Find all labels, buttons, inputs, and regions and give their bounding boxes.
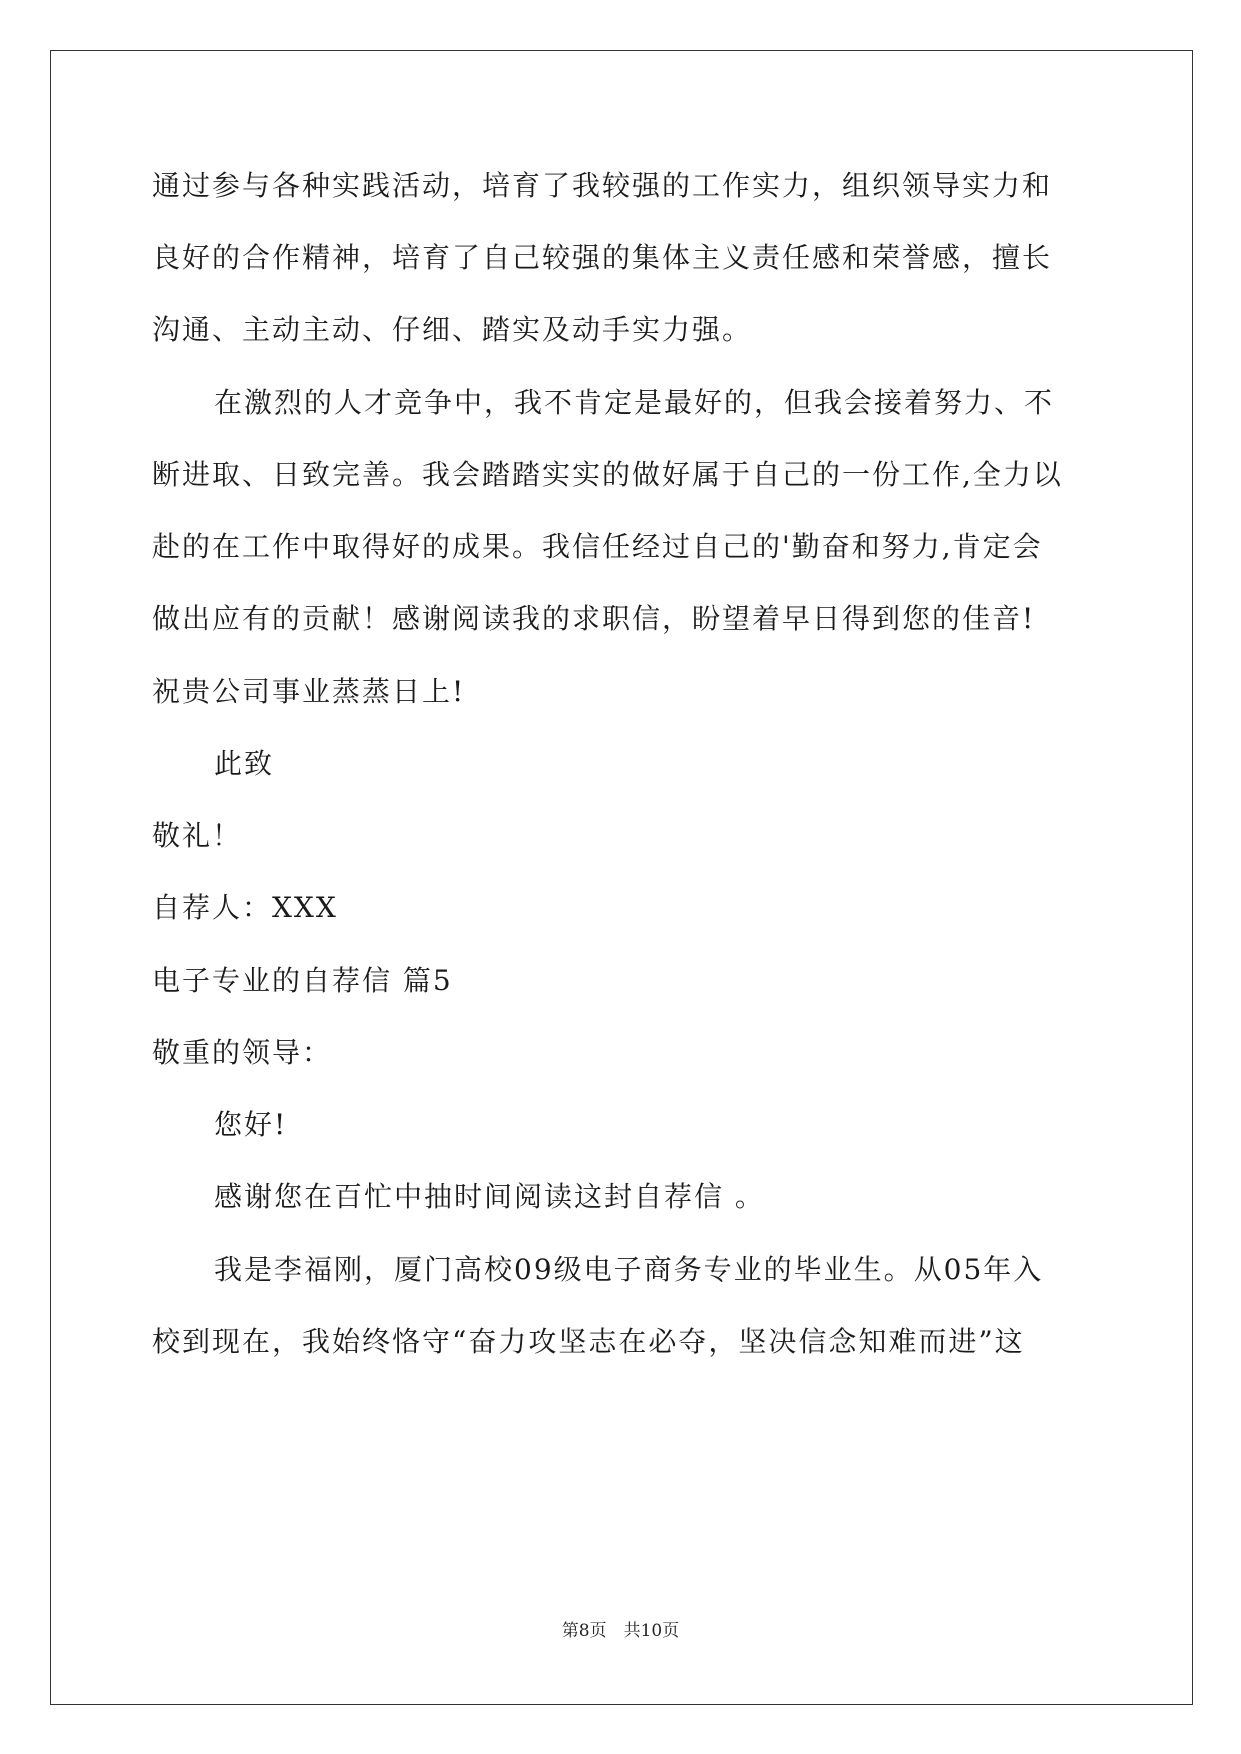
body-line-3: 沟通、主动主动、仔细、踏实及动手实力强。: [152, 313, 753, 346]
body-line-5: 断进取、日致完善。我会踏踏实实的做好属于自己的一份工作,全力以: [152, 458, 1063, 491]
page-border: [50, 50, 1193, 1705]
greeting-line: 敬重的领导：: [152, 1036, 333, 1069]
signature-line: 自荐人：XXX: [152, 891, 338, 924]
body-line-8: 祝贵公司事业蒸蒸日上!: [152, 675, 466, 708]
section-heading: 电子专业的自荐信 篇5: [152, 964, 453, 997]
closing-respect: 敬礼！: [152, 819, 243, 852]
body-line-6: 赴的在工作中取得好的成果。我信任经过自己的'勤奋和努力,肯定会: [152, 530, 1043, 563]
body-line-2: 良好的合作精神，培育了自己较强的集体主义责任感和荣誉感，擅长: [152, 241, 1053, 274]
body-line-intro-2: 校到现在，我始终恪守“奋力攻坚志在必夺，坚决信念知难而进”这: [152, 1325, 1025, 1358]
body-line-intro-1: 我是李福刚，厦门高校09级电子商务专业的毕业生。从05年入: [214, 1253, 1044, 1286]
body-line-4: 在激烈的人才竞争中，我不肯定是最好的，但我会接着努力、不: [214, 386, 1055, 419]
hello-line: 您好!: [214, 1108, 288, 1141]
thanks-line: 感谢您在百忙中抽时间阅读这封自荐信 。: [214, 1180, 765, 1213]
page-number: 第8页 共10页: [561, 1621, 680, 1641]
closing-salutation: 此致: [214, 747, 275, 780]
page-footer: [0, 1619, 1241, 1643]
body-line-7: 做出应有的贡献！感谢阅读我的求职信，盼望着早日得到您的佳音!: [152, 602, 1036, 635]
body-line-1: 通过参与各种实践活动，培育了我较强的工作实力，组织领导实力和: [152, 169, 1053, 202]
